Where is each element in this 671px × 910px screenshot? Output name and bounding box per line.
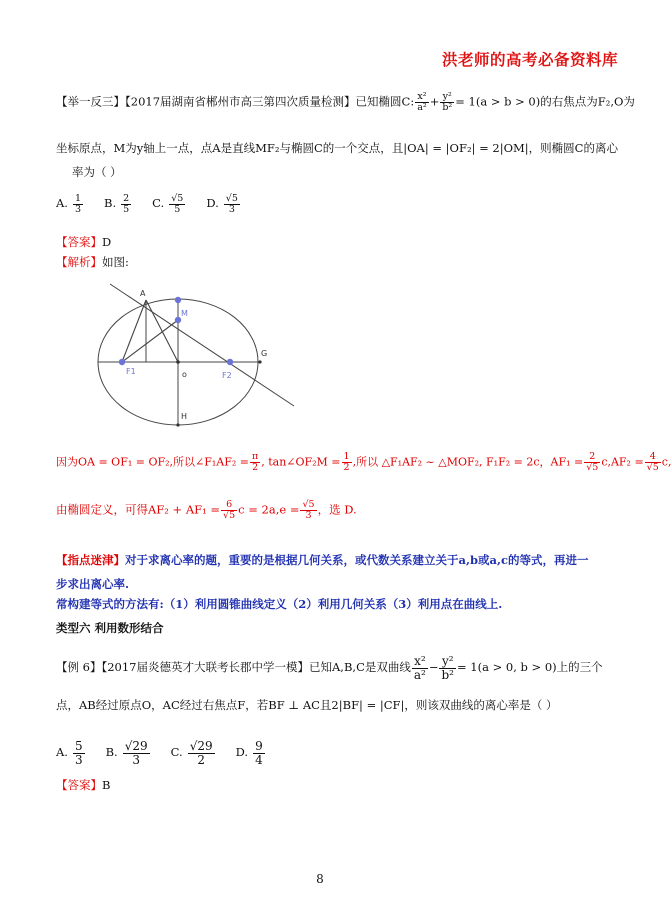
q2-option-d — [236, 740, 266, 766]
q2-stem-line2: 点，AB经过原点O，AC经过右焦点F，若BF ⊥ AC且2|BF| = |CF|，则该双曲线的离心率是（ ） — [56, 698, 558, 712]
label-H: H — [181, 412, 188, 421]
solution-line2 — [56, 500, 357, 521]
sol-frac-sum: $\frac{6}{√5}$ — [223, 499, 236, 521]
tips-line3: 常构建等式的方法有:（1）利用圆锥曲线定义（2）利用几何关系（3）利用点在曲线上. — [56, 597, 503, 611]
solution-line1 — [56, 452, 671, 473]
ellipse-figure — [96, 282, 308, 432]
sol-l1-b: , tan∠OF₂M = — [261, 455, 341, 469]
brand-title: 洪老师的高考必备资料库 — [441, 51, 618, 69]
q1-analysis-text: 如图: — [102, 255, 129, 269]
sol-frac-pi2: $\frac{\pi}{2}$ — [251, 451, 259, 473]
option-fraction: $\frac{1}{3}$ — [74, 193, 82, 215]
option-fraction: $\frac{9}{4}$ — [255, 739, 263, 767]
tips-text1: 对于求离心率的题，重要的是根据几何关系，或代数关系建立关于a,b或a,c的等式，再进一 — [125, 553, 589, 567]
sol-l1-c: ,所以 △F₁AF₂ ~ △MOF₂, F₁F₂ = 2c，AF₁ = — [352, 455, 584, 469]
q1-analysis — [56, 254, 129, 270]
q2-source: 【2017届炎德英才大联考长郡中学一模】 — [101, 660, 309, 675]
option-label: B. — [104, 196, 117, 211]
q2-eq-tail: = 1(a > 0, b > 0) — [456, 660, 557, 675]
q1-stem-a: 已知椭圆C: — [355, 94, 415, 109]
q2-eq-frac1: $\frac{\text{x²}}{\text{a²}}$ — [413, 654, 426, 682]
option-label: B. — [105, 745, 118, 760]
q1-stem-line1 — [56, 92, 635, 113]
sol-frac-af2: $\frac{4}{√5}$ — [646, 451, 659, 473]
sol-l2-c: ，选 D. — [317, 502, 357, 517]
label-A: A — [140, 289, 146, 298]
sol-l1-d: c,AF₂ = — [601, 455, 644, 469]
option-fraction: $\frac{√5}{5}$ — [171, 193, 184, 215]
q1-source: 【2017届湖南省郴州市高三第四次质量检测】 — [125, 94, 356, 109]
section-title: 类型六 利用数形结合 — [56, 621, 164, 635]
point-H — [176, 423, 179, 426]
q1-analysis-tag: 【解析】 — [56, 255, 102, 269]
q2-option-a — [56, 740, 86, 766]
q1-stem-b: 的右焦点为F₂,O为 — [540, 94, 635, 109]
segment-AO — [146, 300, 178, 362]
option-label: A. — [56, 745, 68, 760]
option-label: A. — [56, 196, 68, 211]
q1-eq-plus: + — [429, 94, 440, 109]
q1-eq-tail: = 1(a > b > 0) — [455, 94, 541, 109]
q1-answer — [56, 234, 111, 250]
q2-answer-value: B — [102, 778, 111, 792]
q1-eq-frac2: $\frac{\text{y²}}{\text{b²}}$ — [442, 91, 453, 113]
q2-options — [56, 740, 286, 766]
tips-line2: 步求出离心率. — [56, 577, 130, 591]
q1-eq-frac1: $\frac{\text{x²}}{\text{a²}}$ — [417, 91, 427, 113]
q2-tag: 【例 6】 — [56, 660, 102, 675]
q2-answer-tag: 【答案】 — [56, 778, 102, 792]
option-fraction: $\frac{√29}{2}$ — [189, 739, 213, 767]
label-M: M — [181, 309, 188, 318]
sol-l2-a: 由椭圆定义，可得AF₂ + AF₁ = — [56, 502, 221, 517]
page-number: 8 — [316, 872, 324, 886]
label-O: o — [182, 370, 187, 379]
option-fraction: $\frac{√29}{3}$ — [124, 739, 148, 767]
option-label: D. — [235, 745, 249, 760]
q2-stem-line1 — [56, 655, 603, 681]
sol-frac-af1: $\frac{2}{√5}$ — [586, 451, 599, 473]
option-label: C. — [170, 745, 183, 760]
sol-l2-b: c = 2a,e = — [238, 502, 300, 517]
label-G: G — [261, 349, 268, 358]
q1-options — [56, 194, 261, 215]
q2-stem-a: 已知A,B,C是双曲线 — [309, 660, 411, 675]
option-label: D. — [206, 196, 219, 211]
option-fraction: $\frac{2}{5}$ — [123, 193, 130, 215]
point-O — [176, 360, 180, 364]
q1-option-c — [152, 194, 186, 215]
q1-stem-line3: 率为（ ） — [72, 165, 122, 179]
point-F1 — [119, 359, 125, 365]
tips-tag: 【指点迷津】 — [56, 553, 125, 567]
tips-line1 — [56, 552, 588, 568]
q2-option-c — [171, 740, 216, 766]
q1-option-a — [56, 194, 84, 215]
option-fraction: $\frac{5}{3}$ — [74, 739, 83, 767]
q1-option-d — [206, 194, 241, 215]
q2-answer — [56, 777, 110, 793]
point-G — [258, 360, 261, 363]
sol-frac-half: $\frac{1}{2}$ — [343, 451, 350, 473]
option-label: C. — [152, 196, 165, 211]
q2-eq-minus: − — [428, 660, 439, 675]
point-top — [175, 297, 181, 303]
q1-stem-line2: 坐标原点，M为y轴上一点，点A是直线MF₂与椭圆C的一个交点，且|OA| = |OF₂| = 2|OM|，则椭圆C的离心 — [56, 141, 618, 155]
q1-option-b — [104, 194, 132, 215]
label-F1: F1 — [126, 367, 136, 376]
sol-l1-e: c, — [661, 455, 671, 469]
option-fraction: $\frac{√5}{3}$ — [225, 193, 238, 215]
q1-tag: 【举一反三】 — [56, 94, 125, 109]
sol-frac-e: $\frac{√5}{3}$ — [302, 499, 315, 521]
sol-l1-a: 因为OA = OF₁ = OF₂,所以∠F₁AF₂ = — [56, 455, 249, 469]
label-F2: F2 — [222, 371, 232, 380]
q2-option-b — [106, 740, 151, 766]
q2-stem-b: 上的三个 — [556, 660, 603, 675]
q1-answer-value: D — [102, 235, 112, 249]
line-AF2 — [110, 284, 294, 406]
q1-answer-tag: 【答案】 — [56, 235, 102, 249]
q2-eq-frac2: $\frac{\text{y²}}{\text{b²}}$ — [441, 654, 454, 682]
point-F2 — [227, 359, 233, 365]
